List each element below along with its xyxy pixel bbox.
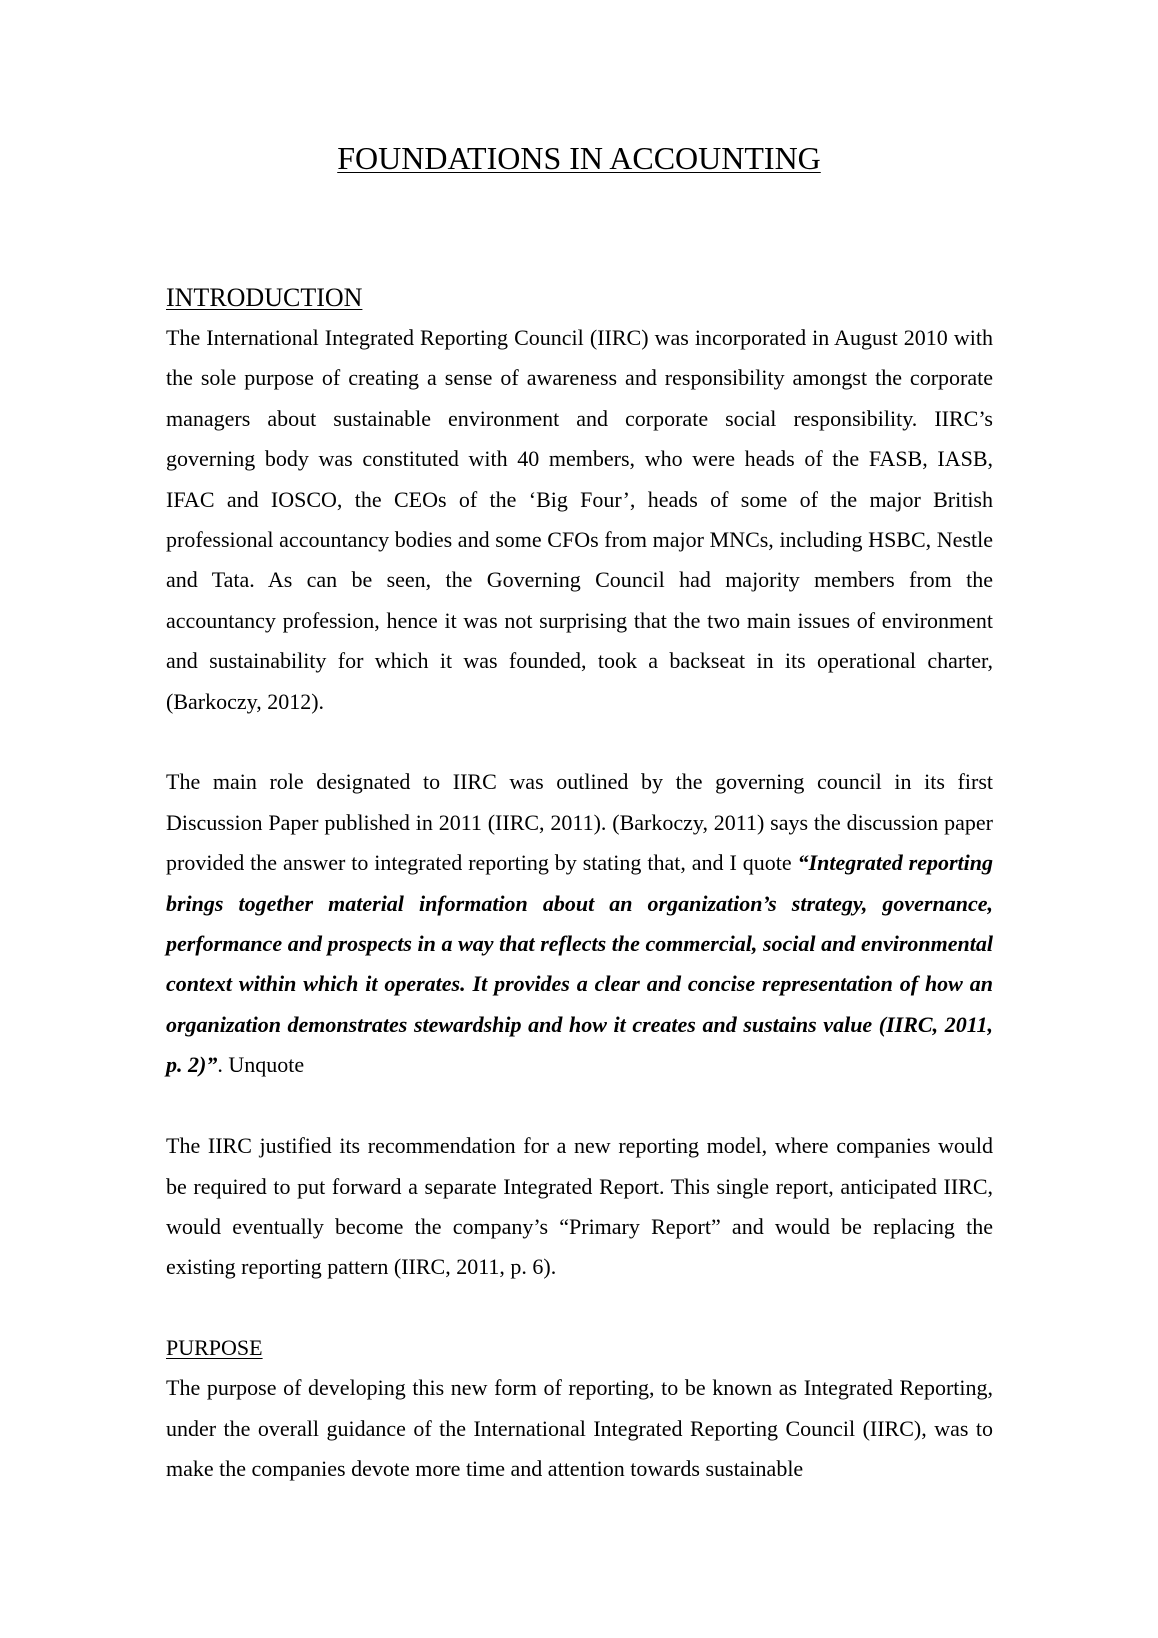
document-body [166,278,993,1489]
paragraph-spacer [166,722,993,762]
document-title-text: FOUNDATIONS IN ACCOUNTING [337,140,821,176]
introduction-paragraph-2 [166,762,993,1085]
paragraph-2-lead: The main role designated to IIRC was outlined by the governing council in its first Discussion Paper published in 2011 (IIRC, 2011). (Barkoczy, 2011) says the discussion paper provided the answer to integrated reporting by stating that, and I quote [166,769,993,876]
introduction-paragraph-3: The IIRC justified its recommendation for a new reporting model, where companies would be required to put forward a separate Integrated Report. This single report, anticipated IIRC, would eventually become the company’s “Primary Report” and would be replacing the existing reporting pattern (IIRC, 2011, p. 6). [166,1133,993,1280]
purpose-heading: PURPOSE [166,1335,263,1361]
paragraph-2-tail: . Unquote [217,1052,305,1078]
paragraph-spacer [166,1288,993,1328]
iirc-definition-quote: “Integrated reporting brings together material information about an organization’s strategy, governance, performance and prospects in a way that reflects the commercial, social and environmental context within which it operates. It provides a clear and concise representation of how an organization demonstrates stewardship and how it creates and sustains value (IIRC, 2011, p. 2)” [166,850,994,1078]
purpose-paragraph-1: The purpose of developing this new form of reporting, to be known as Integrated Reporting, under the overall guidance of the International Integrated Reporting Council (IIRC), was to make the companies devote more time and attention towards sustainable [166,1375,993,1481]
introduction-paragraph-1: The International Integrated Reporting Council (IIRC) was incorporated in August 2010 with the sole purpose of creating a sense of awareness and responsibility amongst the corporate managers about sustainable environment and corporate social responsibility. IIRC’s governing body was constituted with 40 members, who were heads of the FASB, IASB, IFAC and IOSCO, the CEOs of the ‘Big Four’, heads of some of the major British professional accountancy bodies and some CFOs from major MNCs, including HSBC, Nestle and Tata. As can be seen, the Governing Council had majority members from the accountancy profession, hence it was not surprising that the two main issues of environment and sustainability for which it was founded, took a backseat in its operational charter, (Barkoczy, 2012). [166,325,993,714]
paragraph-spacer [166,1086,993,1126]
document-title [0,138,1158,178]
introduction-heading: INTRODUCTION [166,283,363,312]
